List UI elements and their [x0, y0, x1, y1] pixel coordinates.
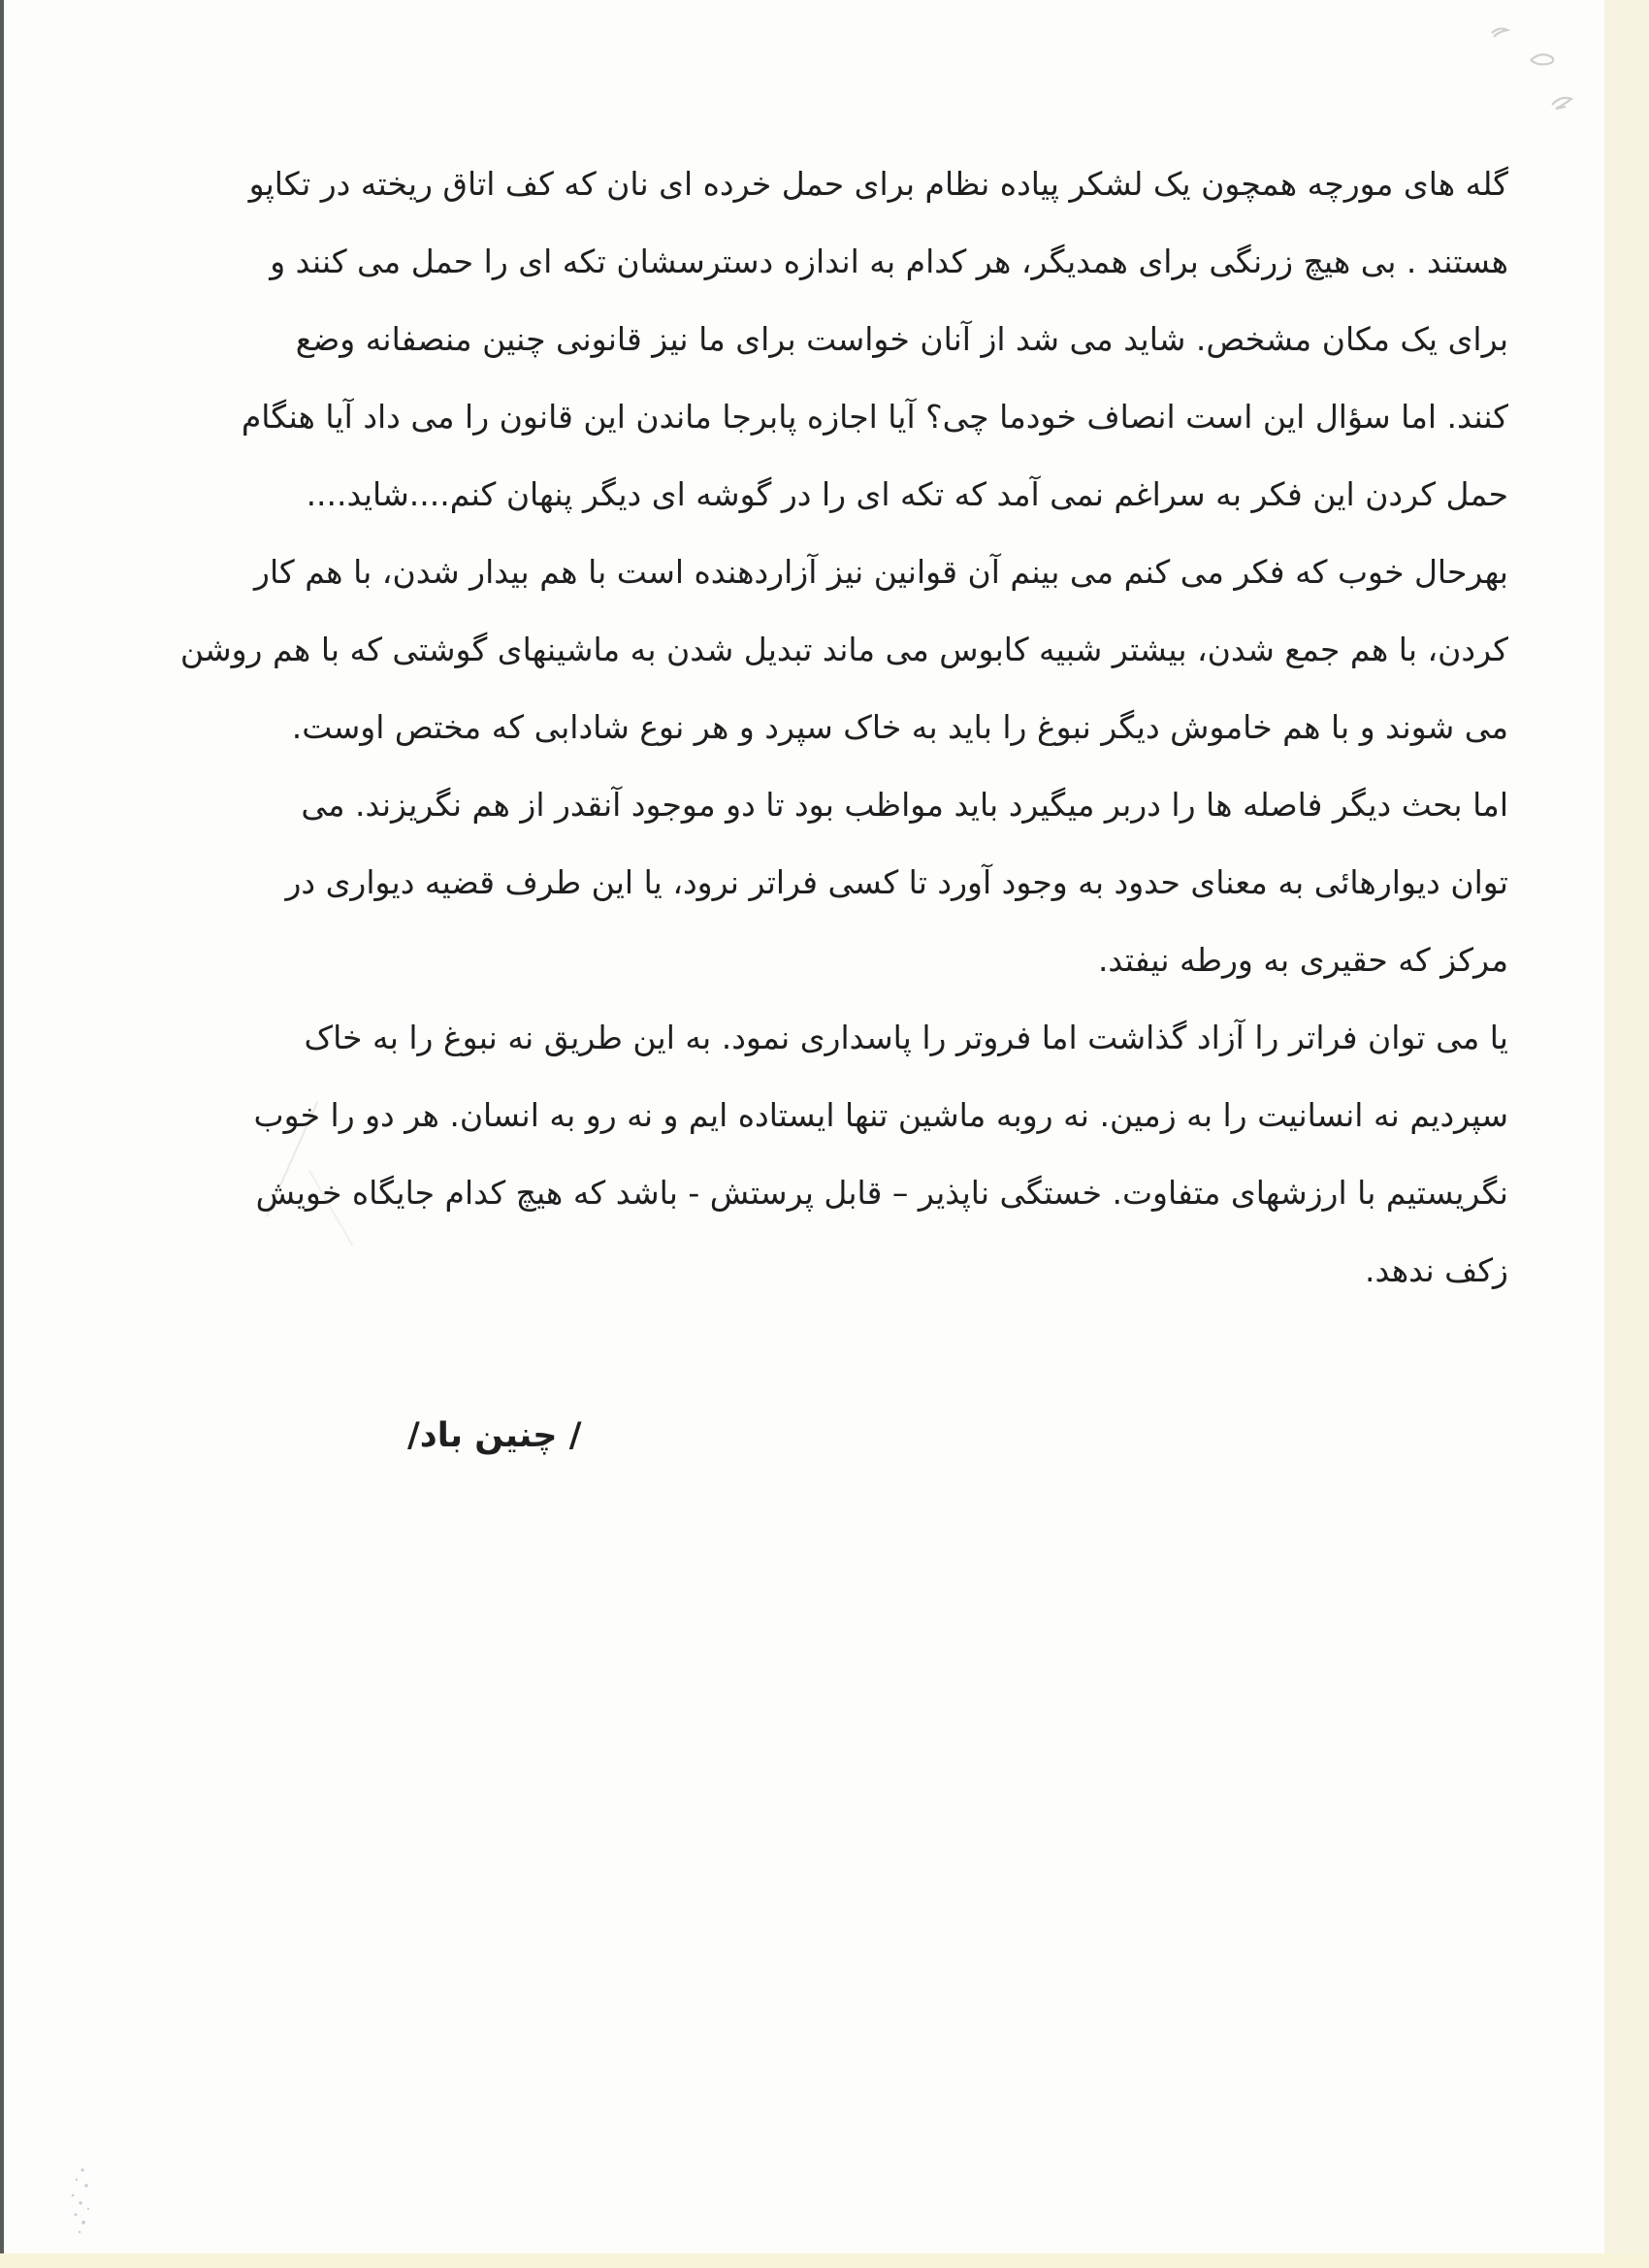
text-line-6: بهرحال خوب که فکر می کنم می بینم آن قوانین نیز آزاردهنده است با هم بیدار شدن، با هم کار [254, 553, 1508, 591]
text-line-14: نگریستیم با ارزشهای متفاوت. خستگی ناپذیر – قابل پرستش - باشد که هیچ کدام جایگاه خویش [255, 1174, 1508, 1212]
pencil-scribble-marks [1474, 17, 1591, 124]
text-line-11: مرکز که حقیری به ورطه نیفتد. [1097, 941, 1508, 979]
document-text [141, 146, 1508, 1310]
ink-speckle-mark [53, 2158, 112, 2246]
text-line-3: برای یک مکان مشخص. شاید می شد از آنان خواست برای ما نیز قانونی چنین منصفانه وضع [295, 320, 1508, 358]
text-line-15: زکف ندهد. [1364, 1251, 1508, 1289]
text-line-2: هستند . بی هیچ زرنگی برای همدیگر، هر کدام به اندازه دسترسشان تکه ای را حمل می کنند و [270, 243, 1508, 280]
text-line-8: می شوند و با هم خاموش دیگر نبوغ را باید به خاک سپرد و هر نوع شادابی که مختص اوست. [291, 708, 1508, 746]
scan-bottom-strip-artifact [0, 2253, 1649, 2268]
text-line-1: گله های مورچه همچون یک لشکر پیاده نظام برای حمل خرده ای نان که کف اتاق ریخته در تکاپو [248, 165, 1508, 203]
scan-right-strip-artifact [1604, 0, 1649, 2268]
text-line-5: حمل کردن این فکر به سراغم نمی آمد که تکه ای را در گوشه ای دیگر پنهان کنم....شاید.... [306, 475, 1508, 513]
text-line-12: یا می توان فراتر را آزاد گذاشت اما فروتر را پاسداری نمود. به این طریق نه نبوغ را به خاک [304, 1019, 1508, 1056]
signature-line: / چنین باد/ [407, 1416, 582, 1455]
scan-edge-left-artifact [0, 0, 4, 2268]
text-line-10: توان دیوارهائی به معنای حدود به وجود آورد تا کسی فراتر نرود، یا این طرف قضیه دیواری در [285, 863, 1508, 901]
text-line-7: کردن، با هم جمع شدن، بیشتر شبیه کابوس می ماند تبدیل شدن به ماشینهای گوشتی که با هم روشن [179, 631, 1508, 668]
text-line-4: کنند. اما سؤال این است انصاف خودما چی؟ آیا اجازه پابرجا ماندن این قانون را می داد آیا هنگام [241, 398, 1508, 436]
text-line-13: سپردیم نه انسانیت را به زمین. نه روبه ماشین تنها ایستاده ایم و نه رو به انسان. هر دو را خوب [253, 1096, 1508, 1134]
text-line-9: اما بحث دیگر فاصله ها را دربر میگیرد باید مواظب بود تا دو موجود آنقدر از هم نگریزند. می [301, 786, 1508, 824]
